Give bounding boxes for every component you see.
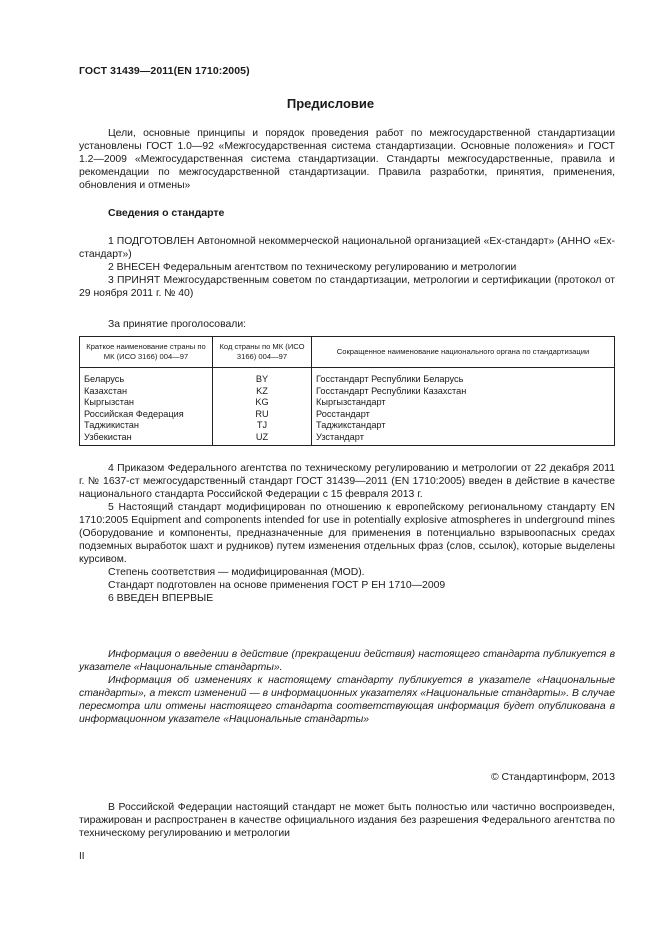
column-header: Краткое наименование страны по МК (ИСО 3166) 004—97 xyxy=(80,337,213,368)
standards-body: Госстандарт Республики Казахстан xyxy=(316,385,467,396)
country-name: Российская Федерация xyxy=(84,408,184,419)
standards-body: Кыргызстандарт xyxy=(316,397,386,407)
country-name: Беларусь xyxy=(84,374,125,384)
table-row xyxy=(80,420,615,432)
document-header: ГОСТ 31439—2011(EN 1710:2005) xyxy=(79,65,250,77)
item-4: 4 Приказом Федерального агентства по техническому регулированию и метрологии от 22 декабря 2011 г. № 1637-ст межгосударственный стандарт ГОСТ 31439—2011 (EN 1710:2005) введен в действие в качестве национального стандарта Российской Федерации с 15 февраля 2013 г. xyxy=(79,463,615,500)
info-paragraph-1: Информация о введении в действие (прекращении действия) настоящего стандарта публикуется в указателе «Национальные стандарты». xyxy=(79,649,615,673)
country-name: Кыргызстан xyxy=(84,397,135,407)
table-row xyxy=(80,368,615,386)
table-row xyxy=(80,386,615,398)
publication-info xyxy=(79,648,615,726)
section-subtitle: Сведения о стандарте xyxy=(108,207,225,219)
vote-label-text: За принятие проголосовали: xyxy=(108,319,247,330)
legal-notice xyxy=(79,801,615,840)
country-code: UZ xyxy=(213,432,312,446)
table-row xyxy=(80,432,615,446)
item-3: 3 ПРИНЯТ Межгосударственным советом по стандартизации, метрологии и сертификации (протокол от 29 ноября 2011 г. № 40) xyxy=(79,275,615,299)
page-number: II xyxy=(79,851,85,862)
country-code: RU xyxy=(213,409,312,421)
country-code: KZ xyxy=(213,386,312,398)
item-1: 1 ПОДГОТОВЛЕН Автономной некоммерческой национальной организацией «Ех-стандарт» (АННО «Ех-стандарт») xyxy=(79,236,615,260)
table-header-row xyxy=(80,337,615,368)
item-5: 5 Настоящий стандарт модифицирован по отношению к европейскому региональному стандарту EN 1710:2005 Equipment and components intended for use in potentially explosive atmospheres in underground mines (Оборудование и компоненты, предназначенные для применения в потенциально взрывоопасных средах подземных выработок шахт и рудников) путем изменения отдельных фраз (слов, ссылок), которые выделены курсивом. xyxy=(79,502,615,565)
conformity-degree: Степень соответствия — модифицированная (MOD). xyxy=(108,567,365,578)
column-header: Сокращенное наименование национального органа по стандартизации xyxy=(312,337,615,368)
table-row xyxy=(80,397,615,409)
country-name: Узбекистан xyxy=(84,431,132,442)
item-6: 6 ВВЕДЕН ВПЕРВЫЕ xyxy=(108,593,214,604)
country-code: BY xyxy=(213,368,312,386)
basis-statement: Стандарт подготовлен на основе применения ГОСТ Р ЕН 1710—2009 xyxy=(108,580,446,591)
table-row xyxy=(80,409,615,421)
standards-body: Росстандарт xyxy=(316,408,370,419)
country-code: KG xyxy=(213,397,312,409)
country-name: Таджикистан xyxy=(84,420,139,430)
countries-table xyxy=(79,336,615,446)
info-paragraph-2: Информация об изменениях к настоящему стандарту публикуется в указателе «Национальные стандарты», а текст изменений — в информационных указателях «Национальные стандарты». В случае пересмотра или отмены настоящего стандарта соответствующая информация будет опубликована в информационном указателе «Национальные стандарты» xyxy=(79,675,615,725)
page-title: Предисловие xyxy=(286,96,375,111)
copyright-notice: © Стандартинформ, 2013 xyxy=(490,772,615,783)
country-code: TJ xyxy=(213,420,312,432)
item-2: 2 ВНЕСЕН Федеральным агентством по техническому регулированию и метрологии xyxy=(108,262,517,273)
standards-body: Госстандарт Республики Беларусь xyxy=(316,374,464,384)
column-header: Код страны по МК (ИСО 3166) 004—97 xyxy=(213,337,312,368)
intro-text: Цели, основные принципы и порядок проведения работ по межгосударственной стандартизации установлены ГОСТ 1.0—92 «Межгосударственная система стандартизации. Основные положения» и ГОСТ 1.2—2009 «Межгосударственная система стандартизации. Стандарты межгосударственные, правила и рекомендации по межгосударственной стандартизации. Правила разработки, принятия, применения, обновления и отмены» xyxy=(79,128,615,191)
country-name: Казахстан xyxy=(84,385,128,396)
intro-paragraph xyxy=(79,127,615,192)
vote-label xyxy=(79,318,615,331)
legal-text: В Российской Федерации настоящий стандарт не может быть полностью или частично воспроизведен, тиражирован и распространен в качестве официального издания без разрешения Федерального агентства по техническому регулированию и метрологии xyxy=(79,802,615,839)
standard-info-list-2 xyxy=(79,462,615,605)
standard-info-list xyxy=(79,235,615,300)
standards-body: Узстандарт xyxy=(316,431,364,442)
standards-body: Таджикстандарт xyxy=(316,420,386,430)
